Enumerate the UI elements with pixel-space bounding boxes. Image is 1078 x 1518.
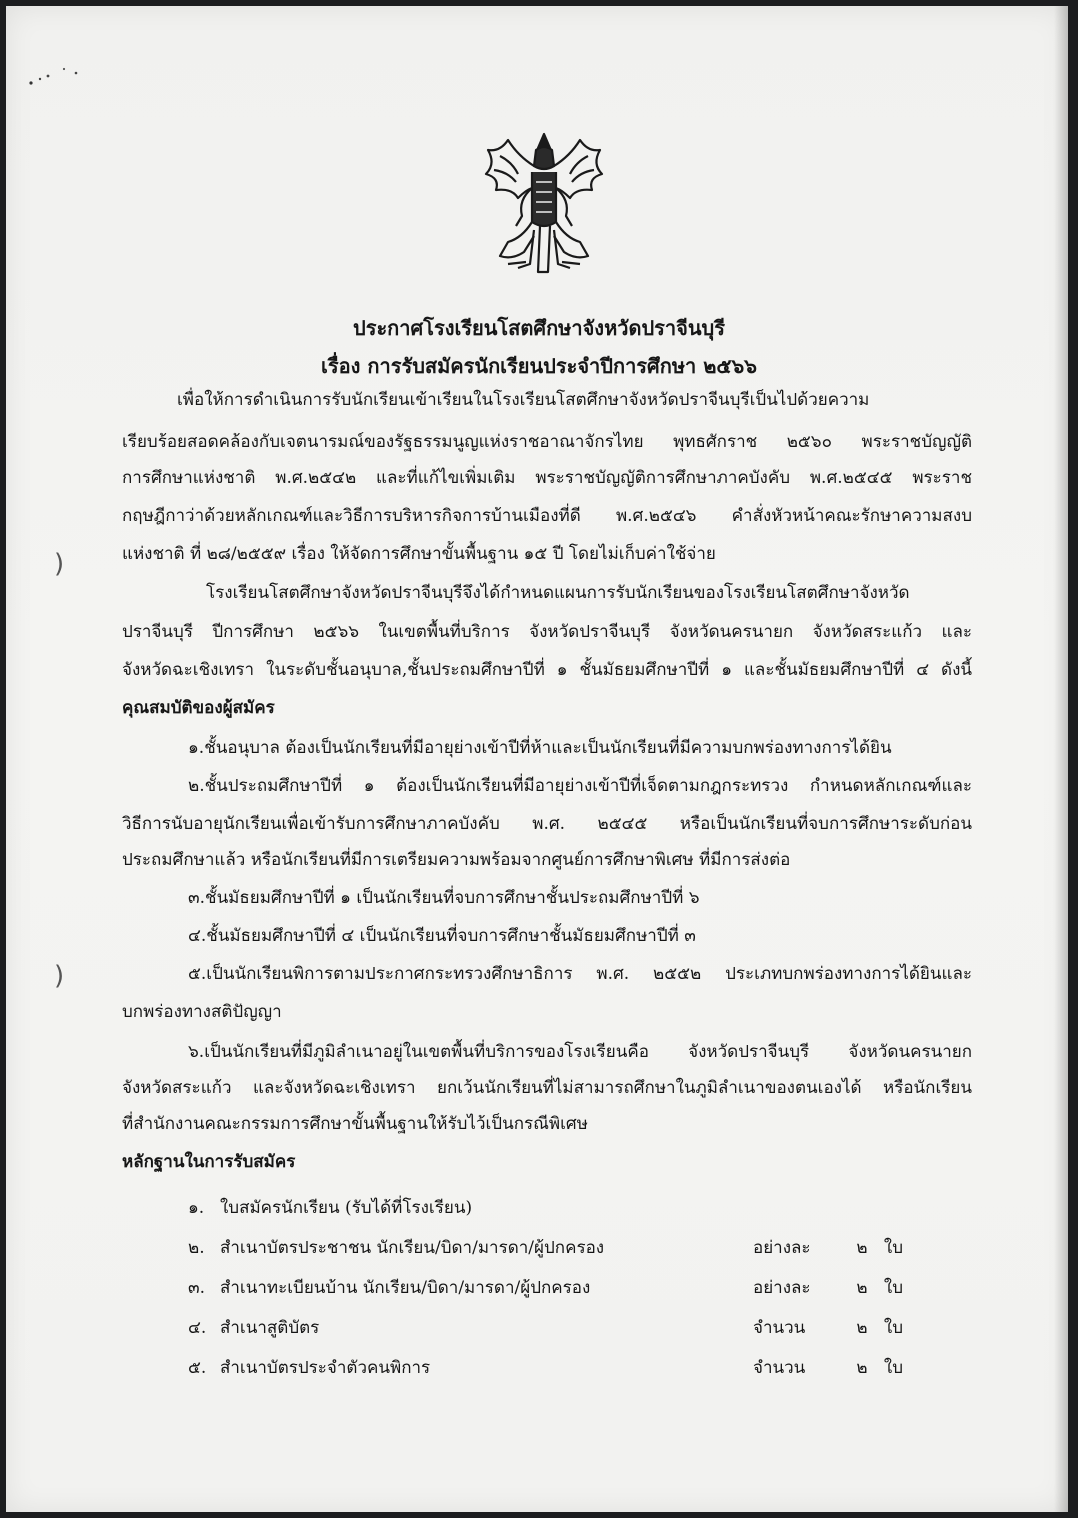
item-count: ๒ xyxy=(856,1238,868,1258)
item-unit: ใบ xyxy=(883,1238,903,1258)
item-unit: ใบ xyxy=(883,1358,903,1378)
paragraph-line: จังหวัดฉะเชิงเทรา ในระดับชั้นอนุบาล,ชั้นประถมศึกษาปีที่ ๑ ชั้นมัธยมศึกษาปีที่ ๑ และชั้นมัธยมศึกษาปีที่ ๔ ดังนี้ xyxy=(122,660,972,680)
item-text: สำเนาทะเบียนบ้าน นักเรียน/บิดา/มารดา/ผู้ปกครอง xyxy=(220,1278,591,1298)
item-count: ๒ xyxy=(856,1278,868,1298)
item-number: ๓. xyxy=(188,1278,206,1298)
item-quantity-label: จำนวน xyxy=(753,1318,806,1338)
document-item xyxy=(188,1274,903,1301)
documents-heading: หลักฐานในการรับสมัคร xyxy=(122,1152,296,1172)
punch-hole-mark: ) xyxy=(54,961,65,991)
paragraph-line: แห่งชาติ ที่ ๒๘/๒๕๕๙ เรื่อง ให้จัดการศึกษาขั้นพื้นฐาน ๑๕ ปี โดยไม่เก็บค่าใช้จ่าย xyxy=(122,544,716,564)
page-edge-shadow xyxy=(1054,6,1068,1512)
paragraph-line: กฤษฎีกาว่าด้วยหลักเกณฑ์และวิธีการบริหารกิจการบ้านเมืองที่ดี พ.ศ.๒๕๔๖ คำสั่งหัวหน้าคณะรักษาความสงบ xyxy=(122,506,972,526)
item-count: ๒ xyxy=(856,1358,868,1378)
item-unit xyxy=(877,1194,903,1221)
item-count xyxy=(847,1194,877,1221)
qualification-item: ๕.เป็นนักเรียนพิการตามประกาศกระทรวงศึกษาธิการ พ.ศ. ๒๕๕๒ ประเภทบกพร่องทางการได้ยินและ xyxy=(188,964,972,984)
item-quantity-label: จำนวน xyxy=(753,1358,806,1378)
qualification-item: ๔.ชั้นมัธยมศึกษาปีที่ ๔ เป็นนักเรียนที่จบการศึกษาชั้นมัธยมศึกษาปีที่ ๓ xyxy=(188,926,696,946)
garuda-emblem-icon xyxy=(478,126,610,276)
item-quantity-label: อย่างละ xyxy=(753,1238,811,1258)
document-item xyxy=(188,1194,903,1221)
document-title: ประกาศโรงเรียนโสตศึกษาจังหวัดปราจีนบุรี xyxy=(353,316,725,340)
item-unit: ใบ xyxy=(883,1278,903,1298)
qualification-item: ที่สำนักงานคณะกรรมการศึกษาขั้นพื้นฐานให้รับไว้เป็นกรณีพิเศษ xyxy=(122,1114,588,1134)
punch-hole-mark: ) xyxy=(54,549,65,579)
paragraph-line: เรียบร้อยสอดคล้องกับเจตนารมณ์ของรัฐธรรมนูญแห่งราชอาณาจักรไทย พุทธศักราช ๒๕๖๐ พระราชบัญญัติ xyxy=(122,432,972,452)
item-number: ๑. xyxy=(188,1198,205,1218)
document-item xyxy=(188,1234,903,1261)
item-number: ๔. xyxy=(188,1318,207,1338)
item-quantity-label xyxy=(753,1194,847,1221)
item-text: สำเนาบัตรประชาชน นักเรียน/บิดา/มารดา/ผู้ปกครอง xyxy=(220,1238,605,1258)
document-item xyxy=(188,1354,903,1381)
item-number: ๕. xyxy=(188,1358,207,1378)
qualification-item: บกพร่องทางสติปัญญา xyxy=(122,1002,282,1022)
qualifications-heading: คุณสมบัติของผู้สมัคร xyxy=(122,698,275,718)
document-item xyxy=(188,1314,903,1341)
qualification-item: จังหวัดสระแก้ว และจังหวัดฉะเชิงเทรา ยกเว้นนักเรียนที่ไม่สามารถศึกษาในภูมิลำเนาของตนเองได้ หรือนักเรียน xyxy=(122,1078,972,1098)
item-text: สำเนาบัตรประจำตัวคนพิการ xyxy=(220,1358,431,1378)
qualification-item: ๖.เป็นนักเรียนที่มีภูมิลำเนาอยู่ในเขตพื้นที่บริการของโรงเรียนคือ จังหวัดปราจีนบุรี จังหวัดนครนายก xyxy=(188,1042,972,1062)
qualification-item: ๓.ชั้นมัธยมศึกษาปีที่ ๑ เป็นนักเรียนที่จบการศึกษาชั้นประถมศึกษาปีที่ ๖ xyxy=(188,888,700,908)
paragraph-line: การศึกษาแห่งชาติ พ.ศ.๒๕๔๒ และที่แก้ไขเพิ่มเติม พระราชบัญญัติการศึกษาภาคบังคับ พ.ศ.๒๕๔๕ พระราช xyxy=(122,468,972,488)
item-count: ๒ xyxy=(856,1318,868,1338)
paragraph-line: เพื่อให้การดำเนินการรับนักเรียนเข้าเรียนในโรงเรียนโสตศึกษาจังหวัดปราจีนบุรีเป็นไปด้วยความ xyxy=(177,390,870,410)
document-subject: เรื่อง การรับสมัครนักเรียนประจำปีการศึกษา ๒๕๖๖ xyxy=(321,354,757,378)
item-text: สำเนาสูติบัตร xyxy=(220,1318,320,1338)
item-quantity-label: อย่างละ xyxy=(753,1278,811,1298)
item-unit: ใบ xyxy=(883,1318,903,1338)
qualification-item: ประถมศึกษาแล้ว หรือนักเรียนที่มีการเตรียมความพร้อมจากศูนย์การศึกษาพิเศษ ที่มีการส่งต่อ xyxy=(122,850,791,870)
item-text: ใบสมัครนักเรียน (รับได้ที่โรงเรียน) xyxy=(220,1198,473,1218)
paper-specks xyxy=(26,61,86,91)
paragraph-line: ปราจีนบุรี ปีการศึกษา ๒๕๖๖ ในเขตพื้นที่บริการ จังหวัดปราจีนบุรี จังหวัดนครนายก จังหวัดสระแก้ว และ xyxy=(122,622,972,642)
qualification-item: ๒.ชั้นประถมศึกษาปีที่ ๑ ต้องเป็นนักเรียนที่มีอายุย่างเข้าปีที่เจ็ดตามกฎกระทรวง กำหนดหลักเกณฑ์และ xyxy=(188,776,972,796)
paragraph-line: โรงเรียนโสตศึกษาจังหวัดปราจีนบุรีจึงได้กำหนดแผนการรับนักเรียนของโรงเรียนโสตศึกษาจังหวัด xyxy=(206,583,910,603)
item-number: ๒. xyxy=(188,1238,205,1258)
qualification-item: ๑.ชั้นอนุบาล ต้องเป็นนักเรียนที่มีอายุย่างเข้าปีที่ห้าและเป็นนักเรียนที่มีความบกพร่องทางการได้ยิน xyxy=(188,738,892,758)
qualification-item: วิธีการนับอายุนักเรียนเพื่อเข้ารับการศึกษาภาคบังคับ พ.ศ. ๒๕๔๕ หรือเป็นนักเรียนที่จบการศึกษาระดับก่อน xyxy=(122,814,972,834)
